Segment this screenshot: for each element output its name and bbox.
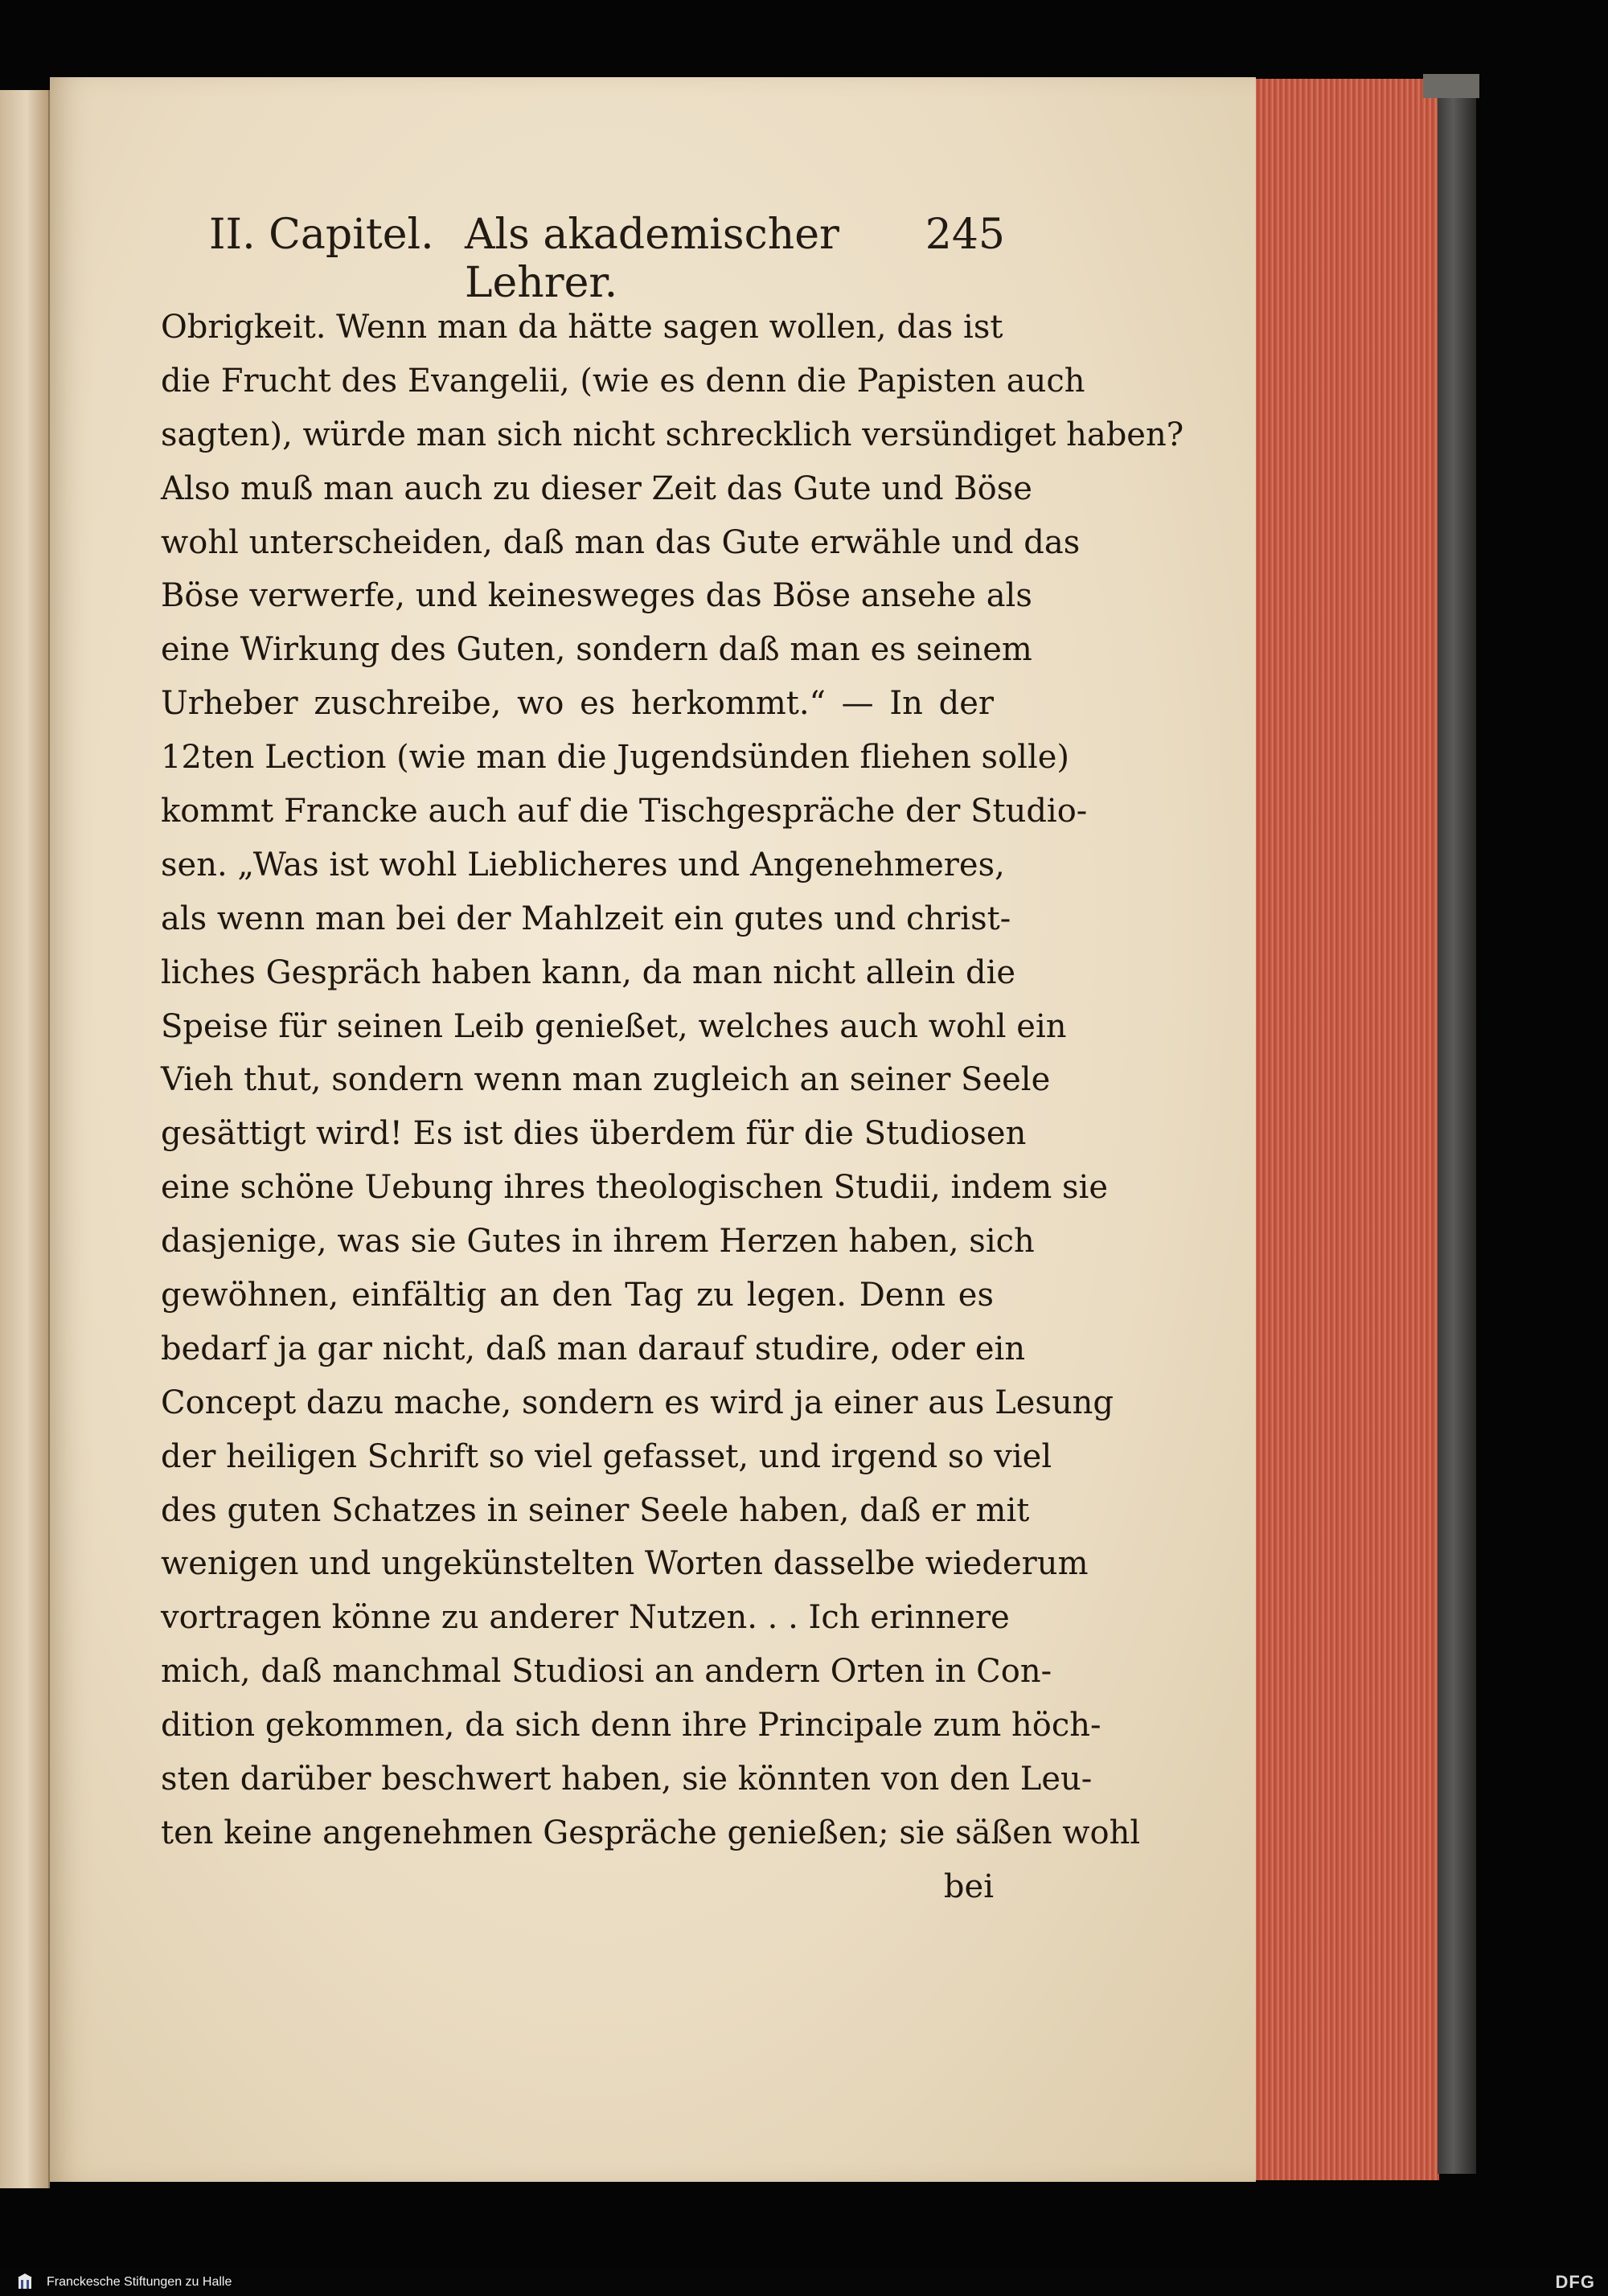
text-line: Vieh thut, sondern wenn man zugleich an seiner Seele [161,1061,1051,1099]
text-line: gewöhnen, einfältig an den Tag zu legen. Denn es [161,1277,994,1314]
text-line: ten keine angenehmen Gespräche genießen; sie säßen wohl [161,1814,1141,1851]
text-line: eine Wirkung des Guten, sondern daß man es seinem [161,631,1032,669]
text-line: bedarf ja gar nicht, daß man darauf studire, oder ein [161,1330,1026,1367]
text-line: des guten Schatzes in seiner Seele haben, daß er mit [161,1491,1030,1529]
text-line: als wenn man bei der Mahlzeit ein gutes und christ- [161,900,1011,937]
running-header [209,211,1005,307]
text-line: vortragen könne zu anderer Nutzen. . . Ich erinnere [161,1599,1010,1637]
text-line: dition gekommen, da sich denn ihre Principale zum höch- [161,1707,1101,1745]
book-cover-edge [1438,84,1476,2174]
text-line: Also muß man auch zu dieser Zeit das Gute und Böse [161,469,1032,507]
text-line: kommt Francke auch auf die Tischgespräche der Studio- [161,793,1088,830]
chapter-label: II. Capitel. [209,211,434,259]
text-line: sten darüber beschwert haben, sie könnten von den Leu- [161,1761,1093,1798]
dfg-logo: DFG [1555,2272,1595,2292]
text-line: Concept dazu mache, sondern es wird ja einer aus Lesung [161,1384,1114,1421]
footer-bar [0,2269,1608,2296]
text-line: sen. „Was ist wohl Lieblicheres und Angenehmeres, [161,846,1005,884]
text-line: gesättigt wird! Es ist dies überdem für die Studiosen [161,1115,1027,1153]
text-line: der heiligen Schrift so viel gefasset, und irgend so viel [161,1437,1052,1475]
text-line: eine schöne Uebung ihres theologischen Studii, indem sie [161,1169,1108,1207]
catchword: bei [943,1868,994,1905]
book-cover-corner [1423,74,1479,98]
text-line: sagten), würde man sich nicht schrecklich versündiget haben? [161,416,1184,453]
text-line: Böse verwerfe, und keinesweges das Böse ansehe als [161,577,1032,615]
text-line: Obrigkeit. Wenn man da hätte sagen wollen, das ist [161,309,1003,346]
text-line: 12ten Lection (wie man die Jugendsünden fliehen solle) [161,739,1070,777]
previous-page-edge [0,90,50,2188]
text-line: liches Gespräch haben kann, da man nicht allein die [161,953,1016,991]
text-line: mich, daß manchmal Studiosi an andern Orten in Con- [161,1653,1052,1691]
text-line: Urheber zuschreibe, wo es herkommt.“ — In der [161,685,994,723]
text-line: wenigen und ungekünstelten Worten dasselbe wiederum [161,1545,1089,1583]
text-line: Speise für seinen Leib genießet, welches auch wohl ein [161,1007,1067,1045]
text-line: wohl unterscheiden, daß man das Gute erwähle und das [161,523,1081,561]
text-line: dasjenige, was sie Gutes in ihrem Herzen haben, sich [161,1223,1035,1261]
page-block-edge [1245,79,1439,2180]
institution-name: Franckesche Stiftungen zu Halle [47,2275,232,2289]
page-number: 245 [925,211,1005,259]
text-line: die Frucht des Evangelii, (wie es denn die Papisten auch [161,362,1085,400]
body-text [161,301,1184,1914]
institution-logo-icon [16,2273,34,2291]
chapter-title: Als akademischer Lehrer. [465,211,839,307]
